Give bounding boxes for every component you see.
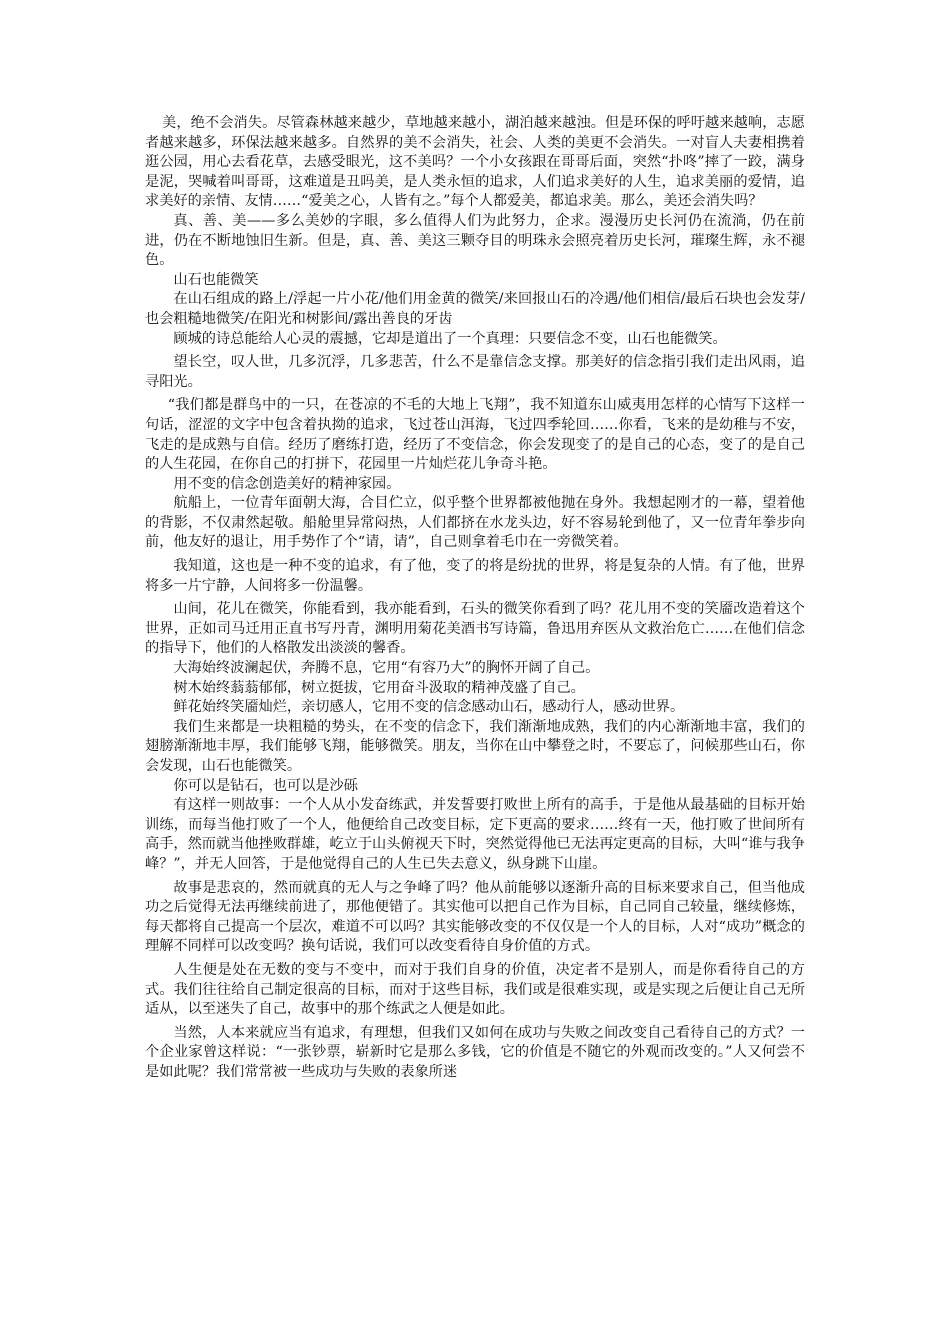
paragraph-self-value: 人生便是处在无数的变与不变中，而对于我们自身的价值，决定者不是别人，而是你看待自己的方式。我们往往给自己制定很高的目标，而对于这些目标，我们或是很难实现，或是实现之后便让自己无所适从，以至迷失了自己，故事中的那个练武之人便是如此。 — [145, 961, 805, 1018]
paragraph-beauty-persists: 美，绝不会消失。尽管森林越来越少，草地越来越小，湖泊越来越浊。但是环保的呼吁越来越响，志愿者越来越多，环保法越来越多。自然界的美不会消失，社会、人类的美更不会消失。一对盲人夫妻相携着逛公园，用心去看花草，去感受眼光，这不美吗？一个小女孩跟在哥哥后面，突然“扑咚”摔了一跤，满身是泥，哭喊着叫哥哥，这难道是丑吗美，是人类永恒的追求，人们追求美好的人生，追求美丽的爱情，追求美好的亲情、友情……“爱美之心，人皆有之。”每个人都爱美，都追求美。那么，美还会消失吗？ — [145, 115, 805, 210]
paragraph-unchanging-pursuit: 我知道，这也是一种不变的追求，有了他，变了的将是纷扰的世界，将是复杂的人情。有了他，世界将多一片宁静，人间将多一份温馨。 — [145, 558, 805, 594]
document-page — [145, 114, 805, 1083]
paragraph-spiritual-home: 用不变的信念创造美好的精神家园。 — [173, 475, 401, 492]
paragraph-gu-cheng-poem-truth: 顾城的诗总能给人心灵的震撼，它却是道出了一个真理：只要信念不变，山石也能微笑。 — [173, 330, 727, 347]
paragraph-truth-goodness-beauty: 真、善、美——多么美妙的字眼，多么值得人们为此努力，企求。漫漫历史长河仍在流淌，仍在前进，仍在不断地蚀旧生新。但是，真、善、美这三颗夺目的明珠永会照亮着历史长河，璀璨生辉，永不褪色。 — [145, 212, 805, 269]
paragraph-flowers: 鲜花始终笑靥灿烂，亲切感人，它用不变的信念感动山石，感动行人，感动世界。 — [173, 699, 685, 716]
paragraph-flowers-smile: 山间，花儿在微笑，你能看到，我亦能看到，石头的微笑你看到了吗？花儿用不变的笑靥改造着这个世界，正如司马迁用正直书写丹青，渊明用菊花美酒书写诗篇，鲁迅用弃医从文救治危亡……在他们信念的指导下，他们的人格散发出淡淡的馨香。 — [145, 601, 805, 657]
paragraph-faith-support: 望长空，叹人世，几多沉浮，几多悲苦，什么不是靠信念支撑。那美好的信念指引我们走出风雨，追寻阳光。 — [145, 354, 805, 390]
essay-title-mountain-stones-smile: 山石也能微笑 — [173, 271, 259, 288]
paragraph-martial-artist-story: 有这样一则故事：一个人从小发奋练武，并发誓要打败世上所有的高手，于是他从最基础的目标开始训练，而每当他打败了一个人，他便给自己改变目标，定下更高的要求……终有一天，他打败了世间所有高手，然而就当他挫败群雄，屹立于山头俯视天下时，突然觉得他已无法再定更高的目标，大叫“谁与我争峰？”，并无人回答，于是他觉得自己的人生已失去意义，纵身跳下山崖。 — [145, 797, 805, 872]
paragraph-sea: 大海始终波澜起伏，奔腾不息，它用“有容乃大”的胸怀开阔了自己。 — [173, 660, 600, 677]
poem-quote-gu-cheng: 在山石组成的路上/浮起一片小花/他们用金黄的微笑/来回报山石的冷遇/他们相信/最后石块也会发芽/也会粗糙地微笑/在阳光和树影间/露出善良的牙齿 — [145, 291, 805, 327]
paragraph-flying-birds: “我们都是群鸟中的一只，在苍凉的不毛的大地上飞翔”，我不知道东山威夷用怎样的心情写下这样一句话，涩涩的文字中包含着执拗的追求，飞过苍山洱海，飞过四季轮回……你看，飞来的是幼稚与不安，飞走的是成熟与自信。经历了磨练打造，经历了不变信念，你会发现变了的是自己的心态，变了的是自己的人生花园，在你自己的打拼下，花园里一片灿烂花儿争奇斗艳。 — [145, 397, 805, 473]
paragraph-story-reflection: 故事是悲哀的，然而就真的无人与之争峰了吗？他从前能够以逐渐升高的目标来要求自己，但当他成功之后觉得无法再继续前进了，那他便错了。其实他可以把自己作为目标，自己同自己较量，继续修炼，每天都将自己提高一个层次，难道不可以吗？其实能够改变的不仅仅是一个人的目标，人对“成功”概念的理解不同样可以改变吗？换句话说，我们可以改变看待自身价值的方式。 — [145, 879, 805, 955]
paragraph-banknote-value: 当然，人本来就应当有追求，有理想，但我们又如何在成功与失败之间改变自己看待自己的方式？一个企业家曾这样说：“一张钞票，崭新时它是那么多钱，它的价值是不随它的外观而改变的。”人又何尝不是如此呢？我们常常被一些成功与失败的表象所迷 — [145, 1024, 805, 1080]
essay-title-diamond-or-sand: 你可以是钻石，也可以是沙砾 — [173, 777, 358, 794]
paragraph-rough-stones: 我们生来都是一块粗糙的势头，在不变的信念下，我们渐渐地成熟，我们的内心渐渐地丰富，我们的翅膀渐渐地丰厚，我们能够飞翔，能够微笑。朋友，当你在山中攀登之时，不要忘了，问候那些山石，你会发现，山石也能微笑。 — [145, 718, 805, 774]
paragraph-ship-youth: 航船上，一位青年面朝大海，合目伫立，似乎整个世界都被他抛在身外。我想起刚才的一幕，望着他的背影，不仅肃然起敬。船舱里异常闷热，人们都挤在水龙头边，好不容易轮到他了，又一位青年拳步向前，他友好的退让，用手势作了个“请，请”，自己则拿着毛巾在一旁微笑着。 — [145, 495, 805, 551]
paragraph-trees: 树木始终蓊蓊郁郁，树立挺拔，它用奋斗汲取的精神茂盛了自己。 — [173, 679, 585, 696]
